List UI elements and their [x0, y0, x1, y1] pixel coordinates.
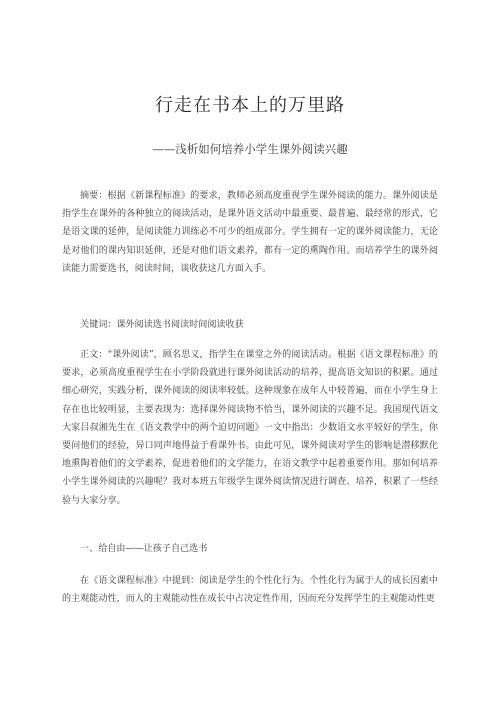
document-subtitle: ——浅析如何培养小学生课外阅读兴趣 — [152, 142, 348, 156]
abstract-paragraph: 摘要：根据《新课程标准》的要求，教师必须高度重视学生课外阅读的能力。课外阅读是指学生在课外的各种独立的阅读活动，是课外语文活动中最重要、最普遍、最经常的形式，它是语文课的延伸，是阅读能力训练必不可少的组成部分。学生拥有一定的课外阅读能力，无论是对他们的课内知识延伸，还是对他们语文素养，都有一定的熏陶作用。而培养学生的课外阅读能力需要选书，阅读时间，谈收获这几方面入手。 — [62, 191, 438, 274]
keywords-line: 关键词：课外阅读选书阅读时间阅读收获 — [80, 320, 244, 330]
section-paragraph: 在《语文课程标准》中提到：阅读是学生的个性化行为。个性化行为属于人的成长因素中的主观能动性，而人的主观能动性在成长中占决定性作用，因而充分发挥学生的主观能动性更 — [62, 576, 438, 605]
body-intro-paragraph: 正文：“课外阅读”，顾名思义，指学生在课堂之外的阅读活动。根据《语文课程标准》的要求，必须高度重视学生在小学阶段就进行课外阅读活动的培养，提高语文知识的积累。通过细心研究，实践分析，课外阅读的阅读率较低。这种现象在成年人中较普遍，而在小学生身上存在也比较明显，主要表现为：选择课外阅读物不恰当，课外阅读的兴趣不足。我国现代语文大家吕叔湘先生在《语文教学中的两个迫切问题》一文中指出：少数语文水平较好的学生，你要问他们的经验，异口同声地得益于看课外书。由此可见，课外阅读对学生的影响是潜移默化地熏陶着他们的文学素养，促进着他们的文学能力，在语文教学中起着重要作用。那如何培养小学生课外阅读的兴趣呢？我对本班五年级学生课外阅读情况进行调查、培养，积累了一些经验与大家分享。 — [62, 350, 438, 506]
document-title: 行走在书本上的万里路 — [155, 95, 345, 116]
section-heading: 一、给自由——让孩子自己选书 — [80, 544, 208, 554]
